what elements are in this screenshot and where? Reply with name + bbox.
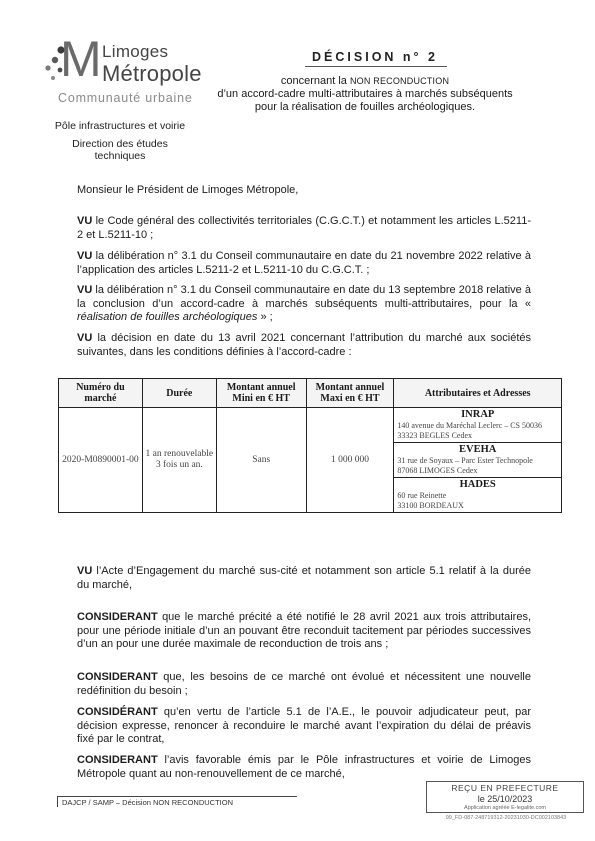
logo-subtitle: Communauté urbaine [58, 91, 193, 105]
attributaire-address: 60 rue Reinette [397, 491, 447, 500]
logo-letter-m: M [60, 31, 102, 87]
attributaire-name: EVEHA [459, 444, 497, 455]
cell-numero: 2020-M0890001-00 [59, 408, 143, 513]
service-pole: Pôle infrastructures et voirie [54, 120, 186, 132]
vu-paragraph-5 [77, 565, 531, 592]
attributaire-city: 33100 BORDEAUX [397, 500, 464, 510]
considerant-text: que le marché précité a été notifié le 28 avril 2021 aux trois attributaires, pour une période initiale d’un an pouvant être reconduit tacitement par périodes successives d’un an pour une durée maximale de reconduction de trois ans ; [77, 611, 531, 650]
vu-italic: réalisation de fouilles archéologiques [77, 311, 258, 323]
vu-paragraph-3 [77, 284, 531, 325]
subject-caps: NON RECONDUCTION [349, 76, 450, 86]
document-subject [205, 75, 525, 114]
page-footer: DAJCP / SAMP – Décision NON RECONDUCTION [57, 796, 297, 807]
cell-maxi: 1 000 000 [306, 408, 394, 513]
table-row [59, 408, 562, 513]
attribution-table [58, 378, 562, 513]
cell-attributaires [394, 408, 562, 513]
considerant-paragraph-1 [77, 611, 531, 652]
considerant-text: que, les besoins de ce marché ont évolué et nécessitent une nouvelle redéfinition du besoin ; [77, 671, 531, 697]
stamp-application: Application agréée E-legalite.com [464, 805, 546, 811]
vu-paragraph-1 [77, 215, 531, 242]
subject-line-3: pour la réalisation de fouilles archéologiques. [254, 101, 476, 113]
considerant-lead: CONSIDERANT [77, 754, 158, 766]
title-underline [305, 66, 447, 67]
issuing-service [50, 120, 190, 162]
stamp-date: le 25/10/2023 [477, 794, 533, 804]
considerant-lead: CONSIDERANT [77, 671, 158, 683]
considerant-paragraph-4 [77, 754, 531, 781]
header-numero: Numéro du marché [59, 379, 143, 408]
cell-duree: 1 an renouvelable 3 fois un an. [142, 408, 216, 513]
vu-text: l’Acte d’Engagement du marché sus-cité et notamment son article 5.1 relatif à la durée du marché, [77, 565, 531, 591]
considerant-paragraph-2 [77, 671, 531, 698]
logo-text-metropole: Métropole [102, 61, 202, 86]
cell-mini: Sans [216, 408, 306, 513]
header-maxi: Montant annuel Maxi en € HT [306, 379, 394, 408]
salutation: Monsieur le Président de Limoges Métropole, [77, 184, 299, 196]
considerant-lead: CONSIDÉRANT [77, 706, 158, 718]
vu-paragraph-4 [77, 332, 531, 359]
vu-text: la délibération n° 3.1 du Conseil communautaire en date du 21 novembre 2022 relative à l’application des articles L.5211-2 et L.5211-10 du C.G.C.T. ; [77, 250, 531, 276]
vu-lead: VU [77, 284, 93, 296]
attributaire-name: HADES [459, 479, 496, 490]
header-mini: Montant annuel Mini en € HT [216, 379, 306, 408]
header-attributaires: Attributaires et Adresses [394, 379, 562, 408]
considerant-text: qu’en vertu de l’article 5.1 de l’A.E., le pouvoir adjudicateur peut, par décision expresse, renoncer à reconduire le marché avant l’expiration du délai de préavis fixé par le contrat, [77, 706, 531, 745]
subject-line-2: d’un accord-cadre multi-attributaires à marchés subséquents [217, 88, 513, 100]
considerant-text: l’avis favorable émis par le Pôle infrastructures et voirie de Limoges Métropole quant au non-renouvellement de ce marché, [77, 754, 531, 780]
subject-line-1 [205, 75, 525, 88]
vu-text: le Code général des collectivités territoriales (C.G.C.T.) et notamment les articles L.5211-2 et L.5211-10 ; [77, 215, 531, 241]
attributaire-name: INRAP [461, 409, 495, 420]
vu-lead: VU [77, 565, 93, 577]
document-title: DÉCISION n° 2 [312, 50, 438, 64]
attributaire-address: 31 rue de Soyaux – Parc Ester Technopole [397, 456, 533, 465]
header-duree: Durée [142, 379, 216, 408]
vu-text: la délibération n° 3.1 du Conseil communautaire en date du 13 septembre 2018 relative à la conclusion d’un accord-cadre à marchés subséquents multi-attributaires, pour la « [77, 284, 531, 310]
limoges-metropole-logo [44, 31, 204, 108]
vu-paragraph-2 [77, 250, 531, 277]
subject-prefix: concernant la [280, 75, 347, 87]
stamp-received: REÇU EN PREFECTURE [451, 783, 559, 793]
attributaire-address: 140 avenue du Maréchal Leclerc – CS 50036 [397, 421, 542, 430]
attributaire-inrap [394, 408, 561, 443]
considerant-paragraph-3 [77, 706, 531, 747]
considerant-lead: CONSIDERANT [77, 611, 158, 623]
attributaire-hades [394, 478, 561, 512]
logo-text-limoges: Limoges [102, 42, 169, 61]
prefecture-stamp [426, 781, 584, 813]
stamp-reference-id: 99_FD-087-248719312-20231030-DC002103843 [445, 815, 567, 821]
vu-lead: VU [77, 332, 93, 344]
attributaire-city: 33323 BEGLES Cedex [397, 430, 473, 440]
service-direction: Direction des études techniques [72, 138, 168, 162]
attributaire-eveha [394, 443, 561, 478]
table-header-row [59, 379, 562, 408]
vu-lead: VU [77, 250, 93, 262]
vu-lead: VU [77, 215, 93, 227]
vu-text-end: » ; [257, 311, 273, 323]
attributaire-city: 87068 LIMOGES Cedex [397, 465, 478, 475]
vu-text: la décision en date du 13 avril 2021 concernant l’attribution du marché aux sociétés suivantes, dans les conditions définies à l’accord-cadre : [77, 332, 531, 358]
